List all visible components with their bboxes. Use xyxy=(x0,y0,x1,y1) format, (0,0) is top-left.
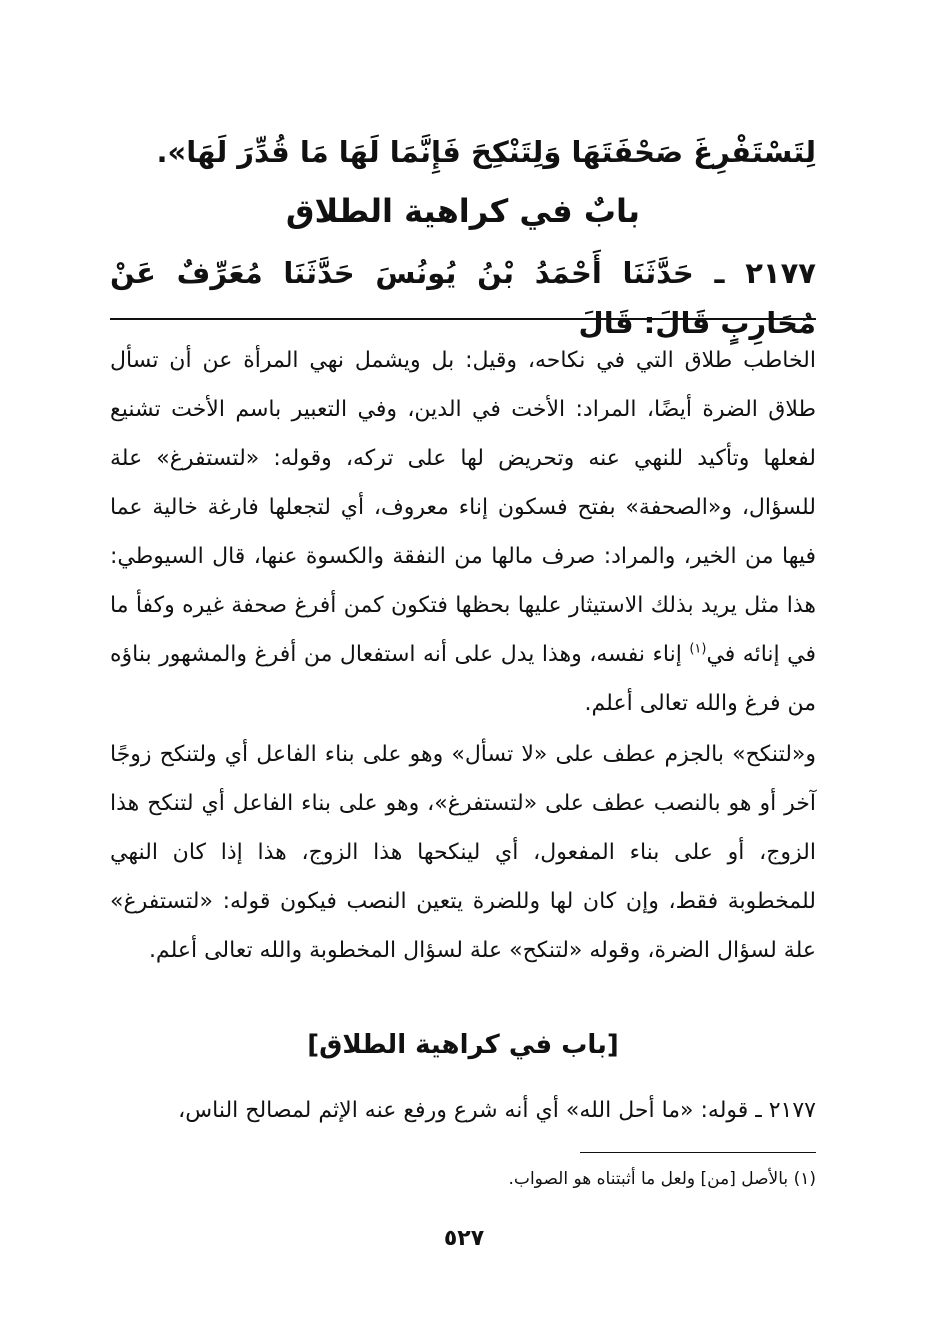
commentary-text: إناء نفسه، وهذا يدل على أنه استفعال من أفرغ والمشهور بناؤه من فرغ والله تعالى أعلم. xyxy=(110,642,816,716)
page-number: ٥٢٧ xyxy=(443,1226,485,1251)
commentary-paragraph: ٢١٧٧ ـ قوله: «ما أحل الله» أي أنه شرع ورفع عنه الإثم لمصالح الناس، xyxy=(178,1098,816,1123)
separator-rule xyxy=(110,318,816,320)
footnote: (١) بالأصل [من] ولعل ما أثبتناه هو الصواب. xyxy=(508,1169,816,1189)
hadith-continuation: لِتَسْتَفْرِغَ صَحْفَتَهَا وَلِتَنْكِحَ فَإِنَّمَا لَهَا مَا قُدِّرَ لَهَا». xyxy=(156,135,816,169)
commentary-chapter-heading: [باب في كراهية الطلاق] xyxy=(307,1030,619,1060)
hadith-start: ٢١٧٧ ـ حَدَّثَنَا أَحْمَدُ بْنُ يُونُسَ حَدَّثَنَا مُعَرِّفٌ عَنْ مُحَارِبٍ قَالَ: قَالَ xyxy=(110,256,816,340)
footnote-separator xyxy=(580,1152,816,1153)
commentary-block xyxy=(110,336,816,975)
chapter-heading: بابٌ في كراهية الطلاق xyxy=(285,192,641,230)
commentary-paragraph: و«لتنكح» بالجزم عطف على «لا تسأل» وهو على بناء الفاعل أي ولتنكح زوجًا آخر أو هو بالنصب عطف على «لتستفرغ»، وهو على بناء الفاعل أي لتنكح هذا الزوج، أو على بناء المفعول، أي لينكحها هذا الزوج، هذا إذا كان النهي للمخطوبة فقط، وإن كان لها وللضرة يتعين النصب فيكون قوله: «لتستفرغ» علة لسؤال الضرة، وقوله «لتنكح» علة لسؤال المخطوبة والله تعالى أعلم. xyxy=(110,742,816,963)
footnote-reference: (١) xyxy=(689,641,707,657)
commentary-text: الخاطب طلاق التي في نكاحه، وقيل: بل ويشمل نهي المرأة عن أن تسأل طلاق الضرة أيضًا، المراد: الأخت في الدين، وفي التعبير باسم الأخت تشنيع لفعلها وتأكيد للنهي عنه وتحريض لها على تركه، وقوله: «لتستفرغ» علة للسؤال، و«الصحفة» بفتح فسكون إناء معروف، أي لتجعلها فارغة خالية عما فيها من الخير، والمراد: صرف مالها من النفقة والكسوة عنها، قال السيوطي: هذا مثل يريد بذلك الاستيثار عليها بحظها فتكون كمن أفرغ صحفة غيره وكفأ ما في إنائه في xyxy=(110,348,816,667)
commentary-paragraph xyxy=(110,336,816,728)
